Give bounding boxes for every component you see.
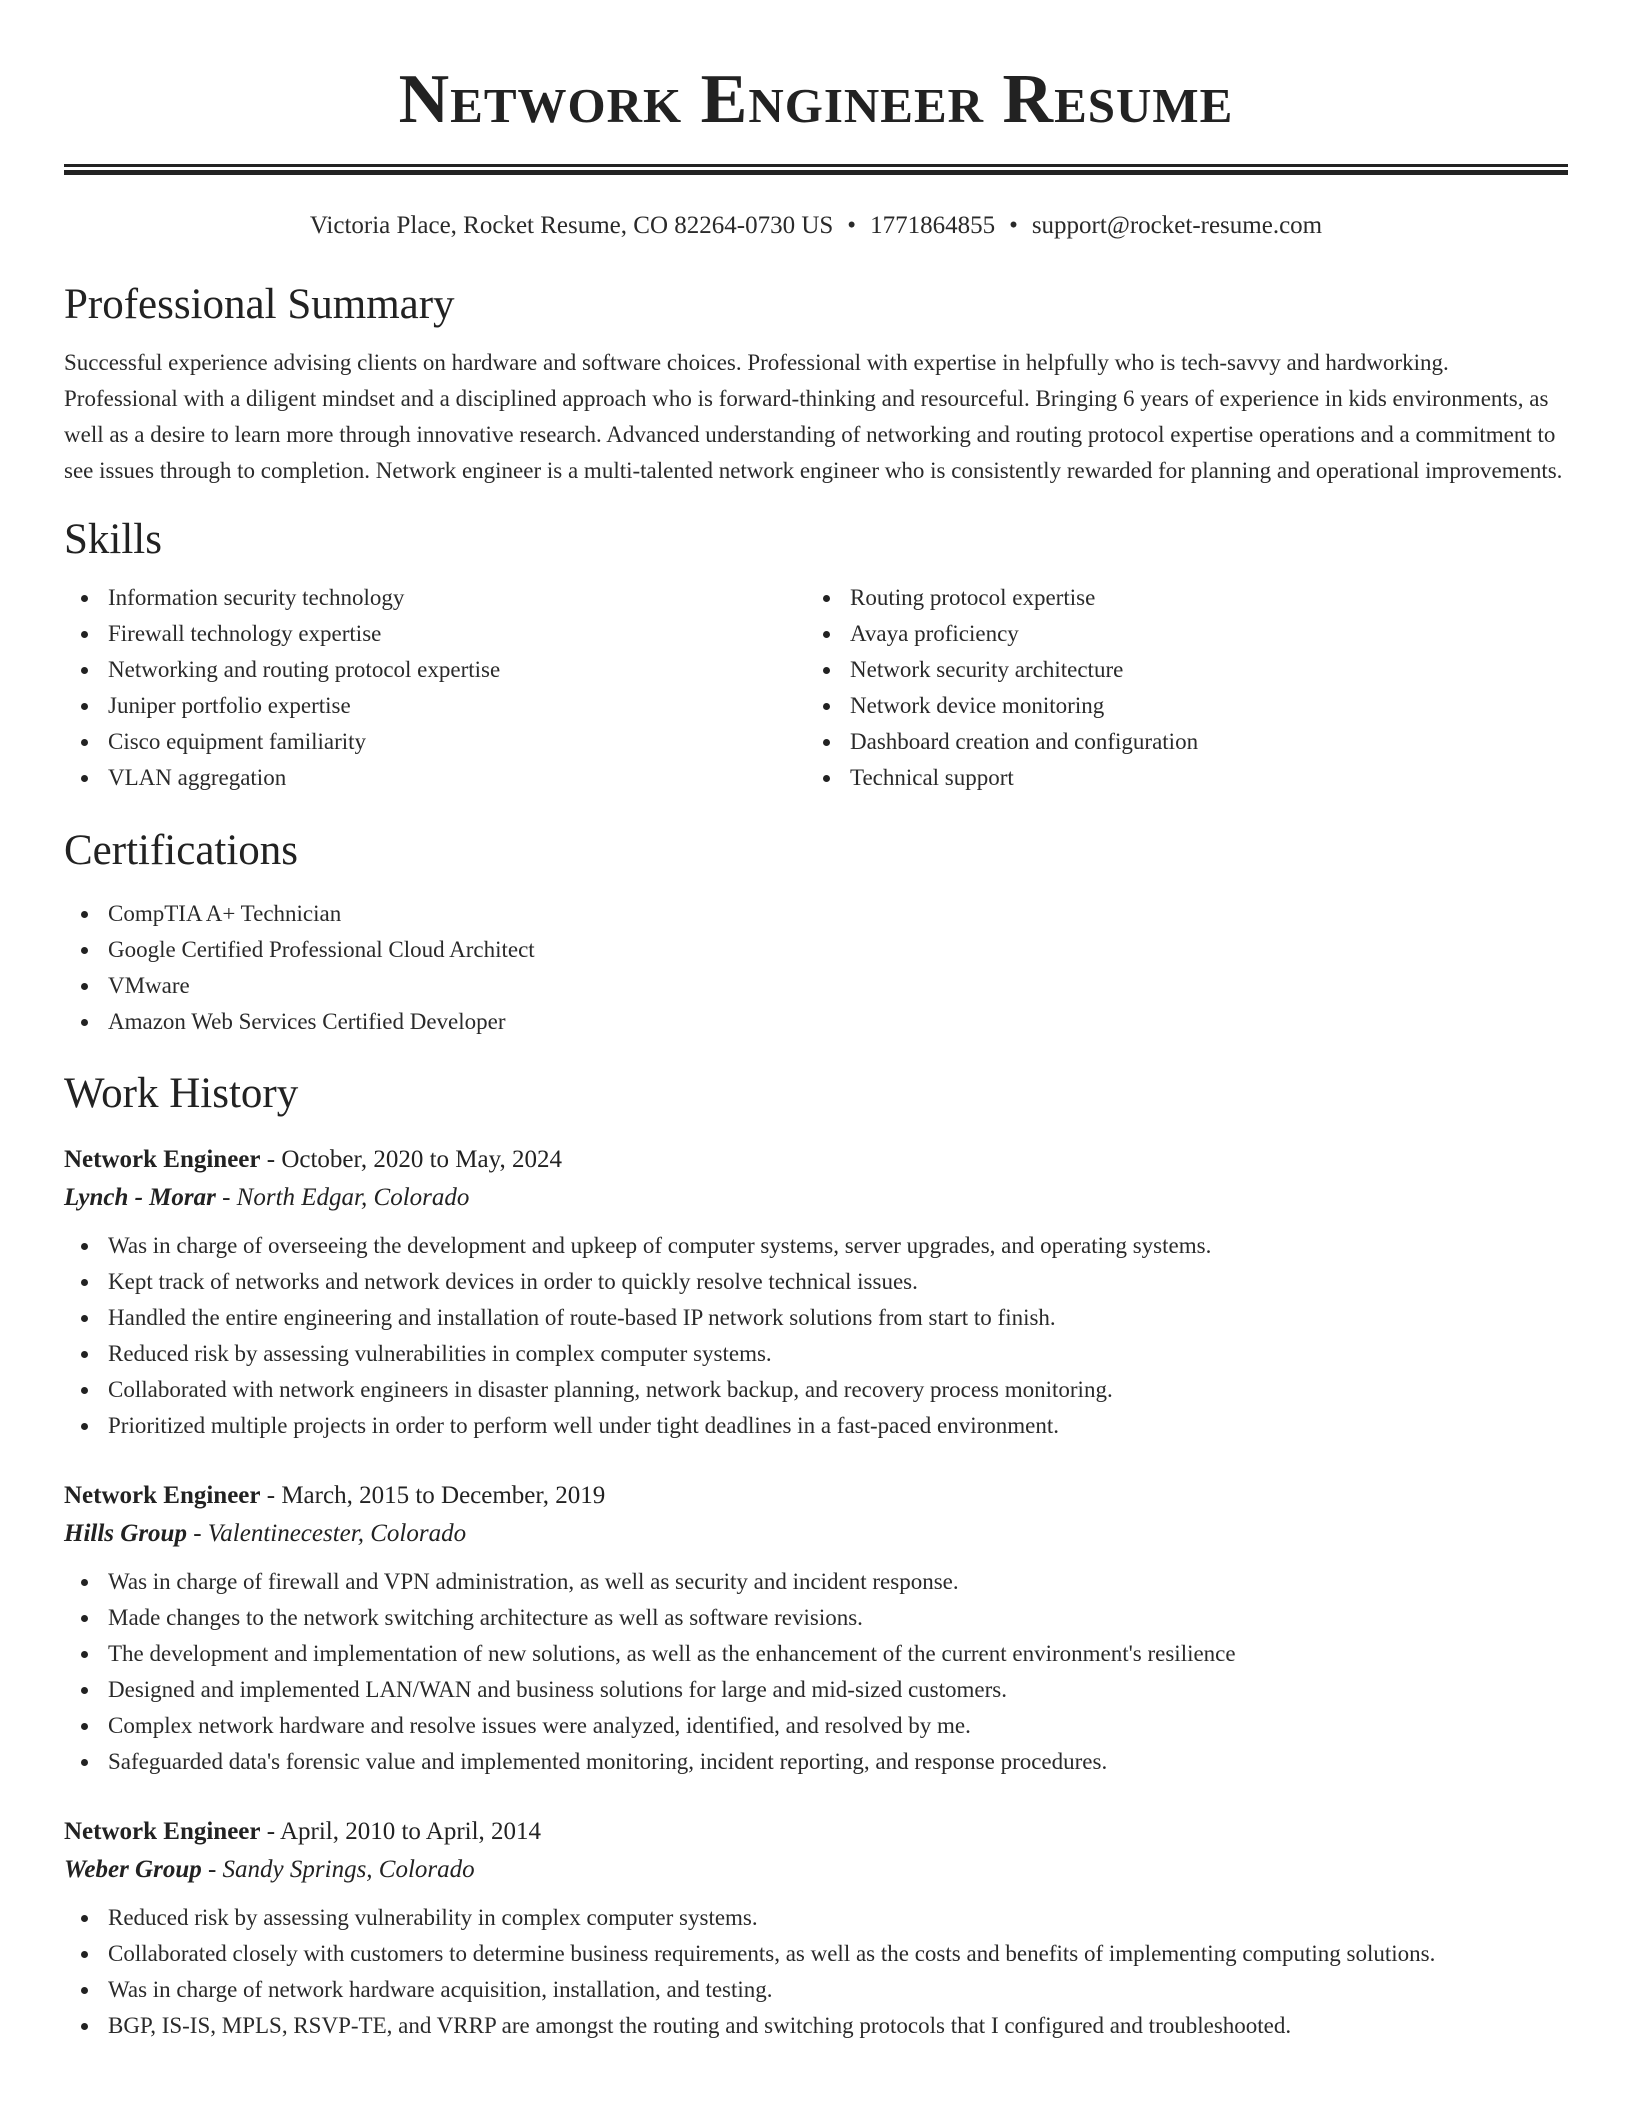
job-header	[64, 1142, 1568, 1178]
job-location: - Sandy Springs, Colorado	[201, 1856, 475, 1883]
job-bullet: Collaborated with network engineers in disaster planning, network backup, and recovery process monitoring.	[64, 1372, 1568, 1408]
job-bullet: Collaborated closely with customers to determine business requirements, as well as the costs and benefits of implementing computing solutions.	[64, 1936, 1568, 1972]
resume-page	[64, 0, 1568, 2044]
skill-item: Cisco equipment familiarity	[64, 724, 806, 760]
certification-item: Google Certified Professional Cloud Architect	[64, 932, 1568, 968]
job-company: Lynch - Morar	[64, 1184, 216, 1211]
job-entry	[64, 1142, 1568, 1444]
job-title: Network Engineer	[64, 1482, 261, 1509]
certifications-list	[64, 896, 1568, 1040]
job-bullet: Safeguarded data's forensic value and implemented monitoring, incident reporting, and response procedures.	[64, 1744, 1568, 1780]
job-bullet: Reduced risk by assessing vulnerabilities in complex computer systems.	[64, 1336, 1568, 1372]
job-bullet: Was in charge of network hardware acquisition, installation, and testing.	[64, 1972, 1568, 2008]
skill-item: VLAN aggregation	[64, 760, 806, 796]
skill-item: Routing protocol expertise	[806, 580, 1548, 616]
job-bullet: BGP, IS-IS, MPLS, RSVP-TE, and VRRP are amongst the routing and switching protocols that I configured and troubleshooted.	[64, 2008, 1568, 2044]
job-company: Hills Group	[64, 1520, 187, 1547]
job-dates: - October, 2020 to May, 2024	[260, 1146, 562, 1173]
contact-separator: •	[1009, 212, 1018, 239]
skills-heading: Skills	[64, 516, 162, 563]
skill-item: Dashboard creation and configuration	[806, 724, 1548, 760]
job-bullets	[64, 1900, 1568, 2044]
job-employer	[64, 1178, 1568, 1218]
job-entry	[64, 1814, 1568, 2044]
title-double-rule	[64, 164, 1568, 175]
job-bullet: Designed and implemented LAN/WAN and business solutions for large and mid-sized customers.	[64, 1672, 1568, 1708]
skills-grid	[64, 580, 1568, 796]
job-dates: - April, 2010 to April, 2014	[260, 1818, 542, 1845]
job-bullet: Complex network hardware and resolve issues were analyzed, identified, and resolved by me.	[64, 1708, 1568, 1744]
job-employer	[64, 1850, 1568, 1890]
job-bullet: The development and implementation of new solutions, as well as the enhancement of the current environment's resilience	[64, 1636, 1568, 1672]
job-dates: - March, 2015 to December, 2019	[260, 1482, 606, 1509]
job-bullets	[64, 1564, 1568, 1780]
skill-item: Juniper portfolio expertise	[64, 688, 806, 724]
skill-item: Network security architecture	[806, 652, 1548, 688]
contact-separator: •	[847, 212, 857, 239]
contact-line	[64, 209, 1568, 243]
job-bullets	[64, 1228, 1568, 1444]
job-bullet: Reduced risk by assessing vulnerability in complex computer systems.	[64, 1900, 1568, 1936]
skill-item: Network device monitoring	[806, 688, 1548, 724]
contact-email: support@rocket-resume.com	[1031, 212, 1323, 239]
summary-heading: Professional Summary	[64, 281, 455, 328]
job-bullet: Was in charge of overseeing the development and upkeep of computer systems, server upgrades, and operating systems.	[64, 1228, 1568, 1264]
job-title: Network Engineer	[64, 1146, 261, 1173]
contact-phone: 1771864855	[870, 212, 996, 239]
job-employer	[64, 1514, 1568, 1554]
job-entry	[64, 1478, 1568, 1780]
job-bullet: Prioritized multiple projects in order to perform well under tight deadlines in a fast-paced environment.	[64, 1408, 1568, 1444]
certifications-heading: Certifications	[64, 827, 299, 874]
certification-item: VMware	[64, 968, 1568, 1004]
certification-item: CompTIA A+ Technician	[64, 896, 1568, 932]
job-location: - North Edgar, Colorado	[215, 1184, 470, 1211]
skill-item: Firewall technology expertise	[64, 616, 806, 652]
summary-text: Successful experience advising clients on hardware and software choices. Professional with expertise in helpfully who is tech-savvy and hardworking. Professional with a diligent mindset and a disciplined approach who is forward-thinking and resourceful. Bringing 6 years of experience in kids environments, as well as a desire to learn more through innovative research. Advanced understanding of networking and routing protocol expertise operations and a commitment to see issues through to completion. Network engineer is a multi-talented network engineer who is consistently rewarded for planning and operational improvements.	[64, 350, 1563, 483]
skill-item: Technical support	[806, 760, 1548, 796]
resume-title: Network Engineer Resume	[398, 61, 1234, 138]
job-bullet: Kept track of networks and network devices in order to quickly resolve technical issues.	[64, 1264, 1568, 1300]
work-history-heading: Work History	[64, 1070, 299, 1117]
job-title: Network Engineer	[64, 1818, 261, 1845]
job-company: Weber Group	[64, 1856, 202, 1883]
skills-left-list	[64, 580, 806, 796]
job-location: - Valentinecester, Colorado	[186, 1520, 467, 1547]
job-header	[64, 1814, 1568, 1850]
skills-right-list	[806, 580, 1548, 796]
contact-address: Victoria Place, Rocket Resume, CO 82264-0730 US	[309, 212, 834, 239]
job-bullet: Made changes to the network switching architecture as well as software revisions.	[64, 1600, 1568, 1636]
job-bullet: Handled the entire engineering and installation of route-based IP network solutions from start to finish.	[64, 1300, 1568, 1336]
skill-item: Information security technology	[64, 580, 806, 616]
skill-item: Networking and routing protocol expertise	[64, 652, 806, 688]
certification-item: Amazon Web Services Certified Developer	[64, 1004, 1568, 1040]
job-bullet: Was in charge of firewall and VPN administration, as well as security and incident response.	[64, 1564, 1568, 1600]
skill-item: Avaya proficiency	[806, 616, 1548, 652]
job-header	[64, 1478, 1568, 1514]
